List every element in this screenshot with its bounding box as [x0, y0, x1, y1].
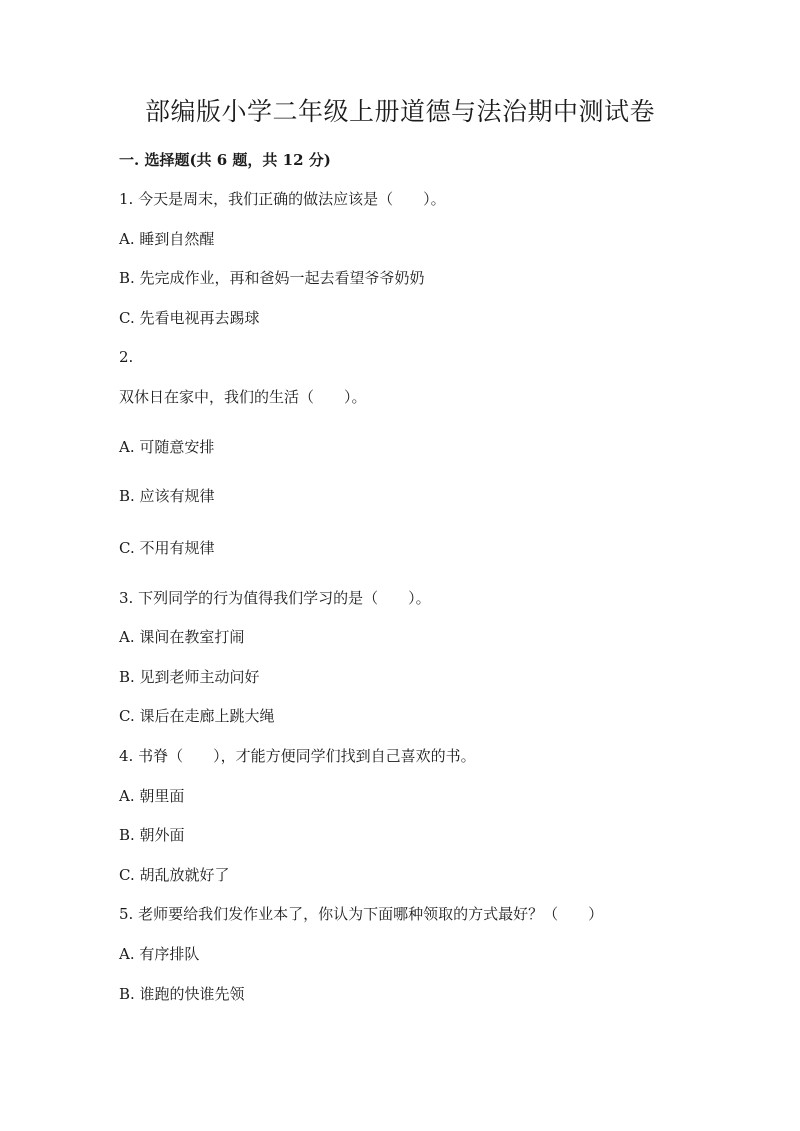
- question-3-option-a: A. 课间在教室打闹: [119, 628, 245, 646]
- question-4-stem: 4. 书脊（ ），才能方便同学们找到自己喜欢的书。: [119, 747, 476, 765]
- question-2-number: 2.: [119, 348, 134, 366]
- question-5-option-a: A. 有序排队: [119, 945, 200, 963]
- question-2-option-b: B. 应该有规律: [119, 487, 215, 505]
- question-3-option-b: B. 见到老师主动问好: [119, 668, 260, 686]
- question-1-stem: 1. 今天是周末，我们正确的做法应该是（ ）。: [119, 190, 446, 208]
- question-4-option-a: A. 朝里面: [119, 787, 185, 805]
- question-1-option-b: B. 先完成作业，再和爸妈一起去看望爷爷奶奶: [119, 269, 425, 287]
- question-5-stem: 5. 老师要给我们发作业本了，你认为下面哪种领取的方式最好？（ ）: [119, 905, 604, 923]
- question-3-option-c: C. 课后在走廊上跳大绳: [119, 707, 275, 725]
- question-4-option-c: C. 胡乱放就好了: [119, 866, 230, 884]
- question-2-stem: 双休日在家中，我们的生活（ ）。: [119, 388, 367, 406]
- question-3-stem: 3. 下列同学的行为值得我们学习的是（ ）。: [119, 589, 431, 607]
- question-1-option-a: A. 睡到自然醒: [119, 230, 215, 248]
- question-1-option-c: C. 先看电视再去踢球: [119, 309, 260, 327]
- question-5-option-b: B. 谁跑的快谁先领: [119, 985, 245, 1003]
- question-2-option-a: A. 可随意安排: [119, 438, 215, 456]
- section-heading: 一. 选择题(共 6 题，共 12 分): [119, 151, 331, 169]
- question-4-option-b: B. 朝外面: [119, 826, 185, 844]
- question-2-option-c: C. 不用有规律: [119, 539, 215, 557]
- page-title: 部编版小学二年级上册道德与法治期中测试卷: [144, 97, 655, 126]
